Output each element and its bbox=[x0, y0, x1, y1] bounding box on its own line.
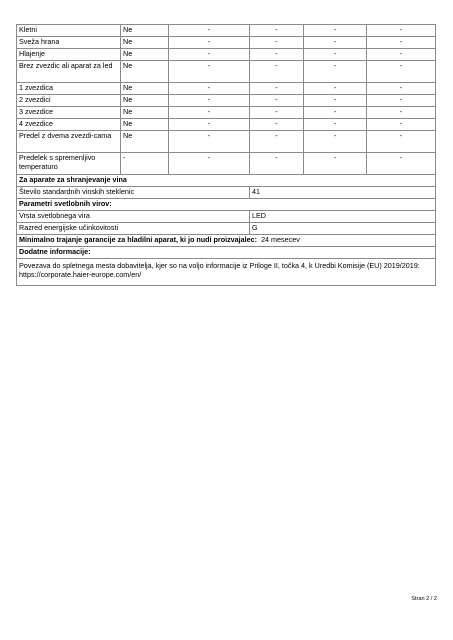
cell: - bbox=[169, 61, 250, 83]
table-row bbox=[17, 37, 436, 49]
wine-bottles-label: Število standardnih vinskih steklenic bbox=[17, 187, 250, 199]
light-class-value: G bbox=[250, 223, 436, 235]
additional-text: Povezava do spletnega mesta dobavitelja, kjer so na voljo informacije iz Priloge II, točka 4, k Uredbi Komisije (EU) 2019/2019: https://corporate.haier-europe.com/en/ bbox=[17, 259, 436, 286]
table-row bbox=[17, 223, 436, 235]
cell: - bbox=[169, 153, 250, 175]
cell: - bbox=[250, 61, 304, 83]
cell: - bbox=[304, 37, 367, 49]
cell: - bbox=[250, 107, 304, 119]
cell: - bbox=[304, 131, 367, 153]
cell: - bbox=[250, 95, 304, 107]
cell: - bbox=[250, 119, 304, 131]
cell: - bbox=[250, 25, 304, 37]
page-number: Stran 2 / 2 bbox=[411, 596, 437, 602]
compartment-table bbox=[16, 24, 436, 286]
cell: Ne bbox=[121, 49, 169, 61]
section-heading-row bbox=[17, 199, 436, 211]
cell: - bbox=[250, 49, 304, 61]
cell: - bbox=[169, 107, 250, 119]
guarantee-cell bbox=[17, 235, 436, 247]
cell: - bbox=[304, 61, 367, 83]
light-type-label: Vrsta svetlobnega vira bbox=[17, 211, 250, 223]
table-row bbox=[17, 187, 436, 199]
additional-heading: Dodatne informacije: bbox=[17, 247, 436, 259]
cell: - bbox=[250, 153, 304, 175]
row-label: Hlajenje bbox=[17, 49, 121, 61]
cell: - bbox=[367, 49, 436, 61]
cell: Ne bbox=[121, 131, 169, 153]
cell: - bbox=[304, 95, 367, 107]
table-row bbox=[17, 259, 436, 286]
cell: - bbox=[367, 153, 436, 175]
cell: - bbox=[169, 95, 250, 107]
cell: - bbox=[367, 25, 436, 37]
cell: - bbox=[250, 131, 304, 153]
cell: Ne bbox=[121, 61, 169, 83]
cell: - bbox=[367, 119, 436, 131]
row-label: Sveža hrana bbox=[17, 37, 121, 49]
row-label: 3 zvezdice bbox=[17, 107, 121, 119]
cell: Ne bbox=[121, 37, 169, 49]
light-heading: Parametri svetlobnih virov: bbox=[17, 199, 436, 211]
cell: - bbox=[169, 131, 250, 153]
cell: - bbox=[367, 131, 436, 153]
table-row bbox=[17, 153, 436, 175]
wine-bottles-value: 41 bbox=[250, 187, 436, 199]
cell: - bbox=[367, 83, 436, 95]
cell: - bbox=[367, 107, 436, 119]
row-label: 1 zvezdica bbox=[17, 83, 121, 95]
table-row bbox=[17, 61, 436, 83]
cell: - bbox=[304, 83, 367, 95]
table-row bbox=[17, 25, 436, 37]
table-row bbox=[17, 107, 436, 119]
light-type-value: LED bbox=[250, 211, 436, 223]
table-row bbox=[17, 95, 436, 107]
cell: - bbox=[304, 107, 367, 119]
cell: - bbox=[304, 119, 367, 131]
section-heading-row bbox=[17, 175, 436, 187]
table-row bbox=[17, 49, 436, 61]
cell: - bbox=[169, 25, 250, 37]
cell: - bbox=[304, 25, 367, 37]
table-row bbox=[17, 211, 436, 223]
cell: - bbox=[367, 95, 436, 107]
cell: - bbox=[304, 153, 367, 175]
cell: - bbox=[304, 49, 367, 61]
table-row bbox=[17, 131, 436, 153]
cell: - bbox=[169, 37, 250, 49]
cell: - bbox=[121, 153, 169, 175]
cell: Ne bbox=[121, 83, 169, 95]
table-row bbox=[17, 119, 436, 131]
section-heading-row bbox=[17, 247, 436, 259]
cell: - bbox=[367, 37, 436, 49]
cell: Ne bbox=[121, 107, 169, 119]
table-row bbox=[17, 83, 436, 95]
row-label: 4 zvezdice bbox=[17, 119, 121, 131]
wine-heading: Za aparate za shranjevanje vina bbox=[17, 175, 436, 187]
row-label: Predel z dvema zvezdi-cama bbox=[17, 131, 121, 153]
cell: Ne bbox=[121, 119, 169, 131]
row-label: Predelek s spremenljivo temperaturo bbox=[17, 153, 121, 175]
cell: - bbox=[169, 49, 250, 61]
row-label: Kletni bbox=[17, 25, 121, 37]
cell: - bbox=[250, 37, 304, 49]
row-label: Brez zvezdic ali aparat za led bbox=[17, 61, 121, 83]
guarantee-label: Minimalno trajanje garancije za hladilni aparat, ki jo nudi proizvajalec: bbox=[19, 235, 258, 244]
light-class-label: Razred energijske učinkovitosti bbox=[17, 223, 250, 235]
cell: Ne bbox=[121, 95, 169, 107]
cell: - bbox=[250, 83, 304, 95]
cell: - bbox=[169, 83, 250, 95]
cell: Ne bbox=[121, 25, 169, 37]
guarantee-row bbox=[17, 235, 436, 247]
cell: - bbox=[367, 61, 436, 83]
guarantee-value: 24 mesecev bbox=[261, 235, 300, 244]
cell: - bbox=[169, 119, 250, 131]
row-label: 2 zvezdici bbox=[17, 95, 121, 107]
